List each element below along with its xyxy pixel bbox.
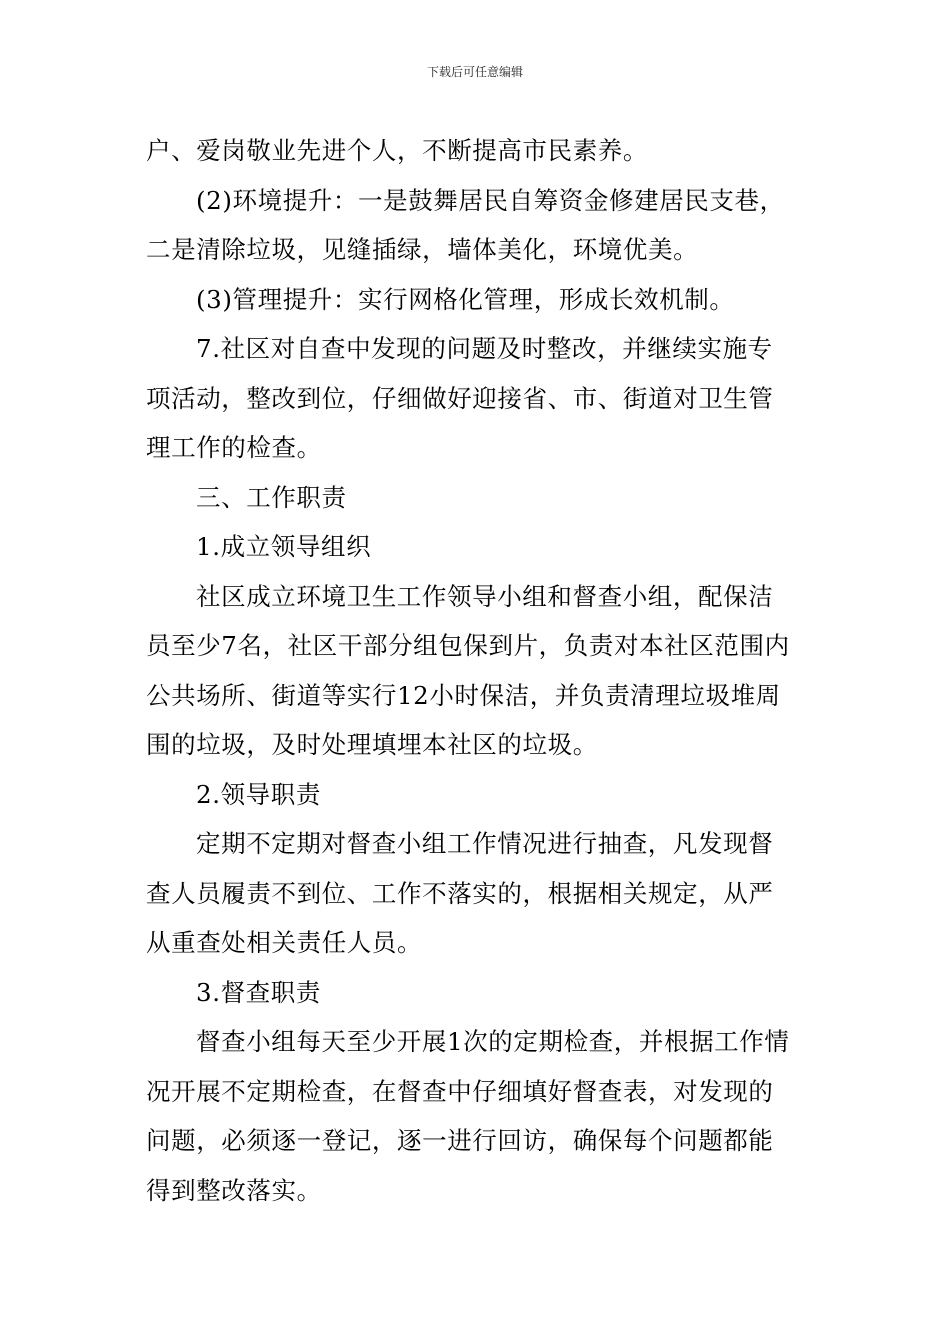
text-line: (2)环境提升：一是鼓舞居民自筹资金修建居民支巷， xyxy=(196,185,785,215)
text-line: 理工作的检查。 xyxy=(146,433,322,462)
text-line: 户、爱岗敬业先进个人，不断提高市民素养。 xyxy=(146,136,648,165)
text-line: 况开展不定期检查，在督查中仔细填好督查表，对发现的 xyxy=(146,1076,774,1106)
text-line: 从重查处相关责任人员。 xyxy=(146,928,423,957)
text-line: 围的垃圾，及时处理填埋本社区的垃圾。 xyxy=(146,730,598,759)
text-line: 7.社区对自查中发现的问题及时整改，并继续实施专 xyxy=(196,334,773,363)
text-line: 查人员履责不到位、工作不落实的，根据相关规定，从严 xyxy=(146,878,774,908)
document-body xyxy=(146,126,808,1215)
text-line: 公共场所、街道等实行12小时保洁，并负责清理垃圾堆周 xyxy=(146,680,781,710)
subsection-heading: 3.督查职责 xyxy=(196,977,321,1007)
page-header: 下载后可任意编辑 xyxy=(426,65,523,79)
text-line: 项活动，整改到位，仔细做好迎接省、市、街道对卫生管 xyxy=(146,383,774,413)
subsection-heading: 1.成立领导组织 xyxy=(196,532,372,561)
text-line: 社区成立环境卫生工作领导小组和督查小组，配保洁 xyxy=(196,581,774,611)
text-line: 问题，必须逐一登记，逐一进行回访，确保每个问题都能 xyxy=(146,1126,774,1155)
text-line: (3)管理提升：实行网格化管理，形成长效机制。 xyxy=(196,284,735,314)
text-line: 定期不定期对督查小组工作情况进行抽查，凡发现督 xyxy=(196,829,774,858)
section-heading: 三、工作职责 xyxy=(196,482,347,512)
text-line: 二是清除垃圾，见缝插绿，墙体美化，环境优美。 xyxy=(146,235,699,264)
text-line: 督查小组每天至少开展1次的定期检查，并根据工作情 xyxy=(196,1027,790,1056)
text-line: 得到整改落实。 xyxy=(146,1175,322,1205)
text-line: 员至少7名，社区干部分组包保到片，负责对本社区范围内 xyxy=(146,631,790,660)
subsection-heading: 2.领导职责 xyxy=(196,779,321,809)
